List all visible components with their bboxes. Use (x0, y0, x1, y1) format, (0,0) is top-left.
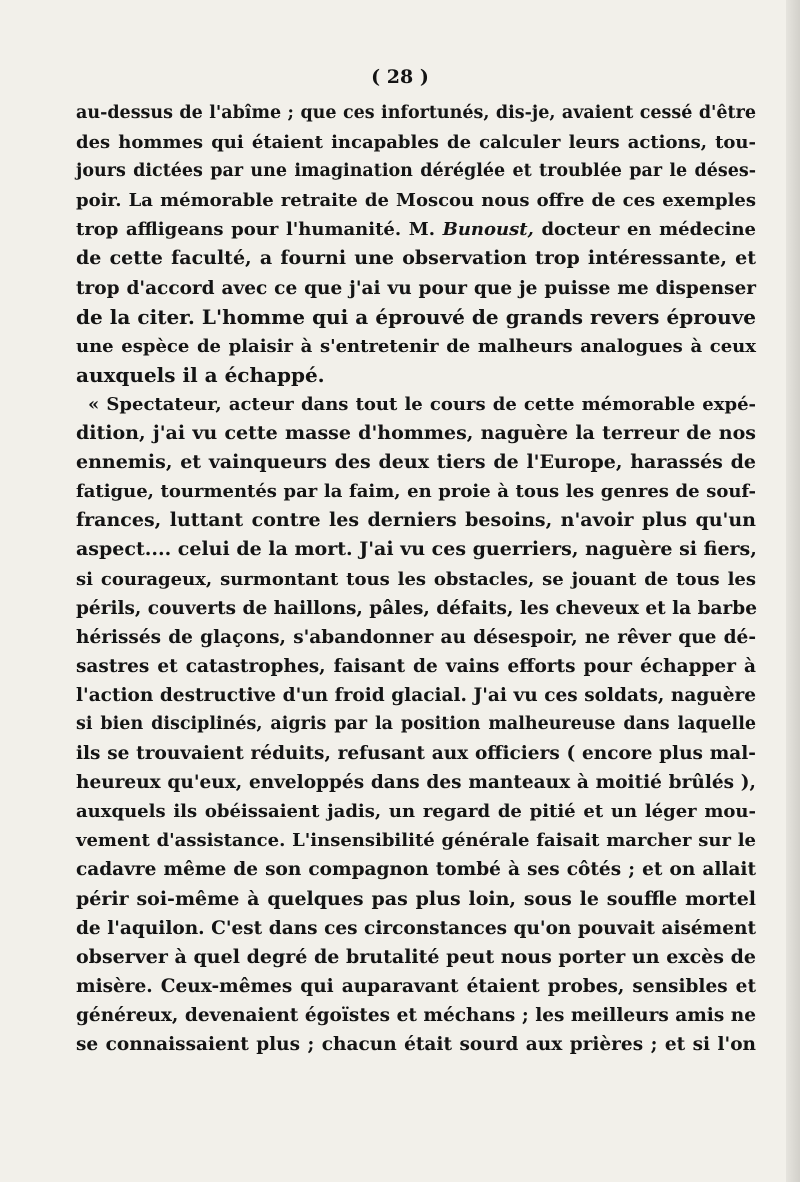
text-line (76, 186, 756, 215)
text-line-content: trop d'accord avec ce que j'ai vu pour que je puisse me dispenser (76, 277, 756, 299)
text-line (76, 419, 756, 448)
text-line (76, 99, 756, 128)
text-line (76, 826, 756, 855)
text-line-content: ennemis, et vainqueurs des deux tiers de l'Europe, harassés de (76, 451, 756, 474)
text-line-content: si bien disciplinés, aigris par la position malheureuse dans laquelle (76, 713, 756, 734)
text-line (76, 332, 756, 361)
text-line-content: cadavre même de son compagnon tombé à ses côtés ; et on allait (76, 859, 756, 881)
text-line-content: au-dessus de l'abîme ; que ces infortunés, dis-je, avaient cessé d'être (76, 103, 756, 123)
text-line-content: des hommes qui étaient incapables de calculer leurs actions, tou- (76, 132, 756, 154)
page-number: ( 28 ) (371, 66, 429, 88)
text-line-content: sastres et catastrophes, faisant de vains efforts pour échapper à (76, 655, 756, 677)
text-line-content: dition, j'ai vu cette masse d'hommes, naguère la terreur de nos (76, 422, 756, 445)
text-line-content: « Spectateur, acteur dans tout le cours de cette mémorable expé- (88, 393, 756, 415)
text-line (76, 652, 756, 681)
text-line-content: auxquels ils obéissaient jadis, un regard de pitié et un léger mou- (76, 801, 756, 823)
text-line (76, 390, 756, 419)
text-line (76, 448, 756, 477)
text-line-content: jours dictées par une imagination déréglée et troublée par le déses- (76, 161, 756, 182)
text-line (76, 361, 756, 390)
text-line (76, 797, 756, 826)
text-line-content: aspect.... celui de la mort. J'ai vu ces guerriers, naguère si fiers, (76, 538, 757, 561)
text-line-content: observer à quel degré de brutalité peut nous porter un excès de (76, 945, 756, 968)
text-line-content: si courageux, surmontant tous les obstacles, se jouant de tous les (76, 568, 756, 590)
text-line-content: périls, couverts de haillons, pâles, défaits, les cheveux et la barbe (76, 597, 757, 619)
body-text (76, 99, 756, 1059)
text-line-content: ils se trouvaient réduits, refusant aux officiers ( encore plus mal- (76, 743, 756, 765)
text-line-content: de cette faculté, a fourni une observation trop intéressante, et (76, 247, 756, 270)
text-line-content: de l'aquilon. C'est dans ces circonstances qu'on pouvait aisément (76, 917, 756, 939)
text-line (76, 885, 756, 914)
text-line (76, 768, 756, 797)
text-line-continuation: docteur en médecine (533, 219, 756, 241)
text-line (76, 943, 756, 972)
text-line (76, 1001, 756, 1030)
text-line-content: vement d'assistance. L'insensibilité générale faisait marcher sur le (76, 830, 756, 852)
text-line-content: une espèce de plaisir à s'entretenir de malheurs analogues à ceux (76, 335, 756, 357)
text-line (76, 565, 756, 594)
text-line (76, 215, 756, 244)
text-line (76, 244, 756, 273)
text-line-content: se connaissaient plus ; chacun était sourd aux prières ; et si l'on (76, 1034, 756, 1055)
text-line (76, 594, 756, 623)
italic-name: Bunoust, (442, 219, 534, 241)
text-line (76, 1030, 756, 1059)
text-line-content: frances, luttant contre les derniers besoins, n'avoir plus qu'un (76, 509, 756, 532)
text-line (76, 710, 756, 739)
text-line (76, 972, 756, 1001)
text-line (76, 157, 756, 186)
text-line (76, 274, 756, 303)
text-line-content: misère. Ceux-mêmes qui auparavant étaient probes, sensibles et (76, 975, 756, 997)
text-line (76, 303, 756, 332)
text-line (76, 681, 756, 710)
text-line-content: fatigue, tourmentés par la faim, en proie à tous les genres de souf- (76, 481, 756, 503)
text-line-content: l'action destructive d'un froid glacial. J'ai vu ces soldats, naguère (76, 684, 756, 706)
page-binding-edge (786, 0, 800, 1182)
text-line (76, 535, 756, 564)
text-line-content: trop affligeans pour l'humanité. M. (76, 219, 435, 241)
text-line (76, 739, 756, 768)
text-line-content: hérissés de glaçons, s'abandonner au désespoir, ne rêver que dé- (76, 626, 756, 648)
text-line (76, 855, 756, 884)
text-line-content: heureux qu'eux, enveloppés dans des manteaux à moitié brûlés ), (76, 772, 756, 794)
text-line (76, 128, 756, 157)
text-line-content: poir. La mémorable retraite de Moscou nous offre de ces exemples (76, 190, 756, 212)
text-line (76, 477, 756, 506)
text-line-content: généreux, devenaient égoïstes et méchans ; les meilleurs amis ne (76, 1004, 756, 1026)
text-line (76, 623, 756, 652)
text-line-content: auxquels il a échappé. (76, 362, 325, 387)
text-line (76, 914, 756, 943)
text-line-content: de la citer. L'homme qui a éprouvé de grands revers éprouve (76, 304, 756, 329)
text-line-content: périr soi-même à quelques pas plus loin, sous le souffle mortel (76, 887, 756, 910)
text-line (76, 506, 756, 535)
